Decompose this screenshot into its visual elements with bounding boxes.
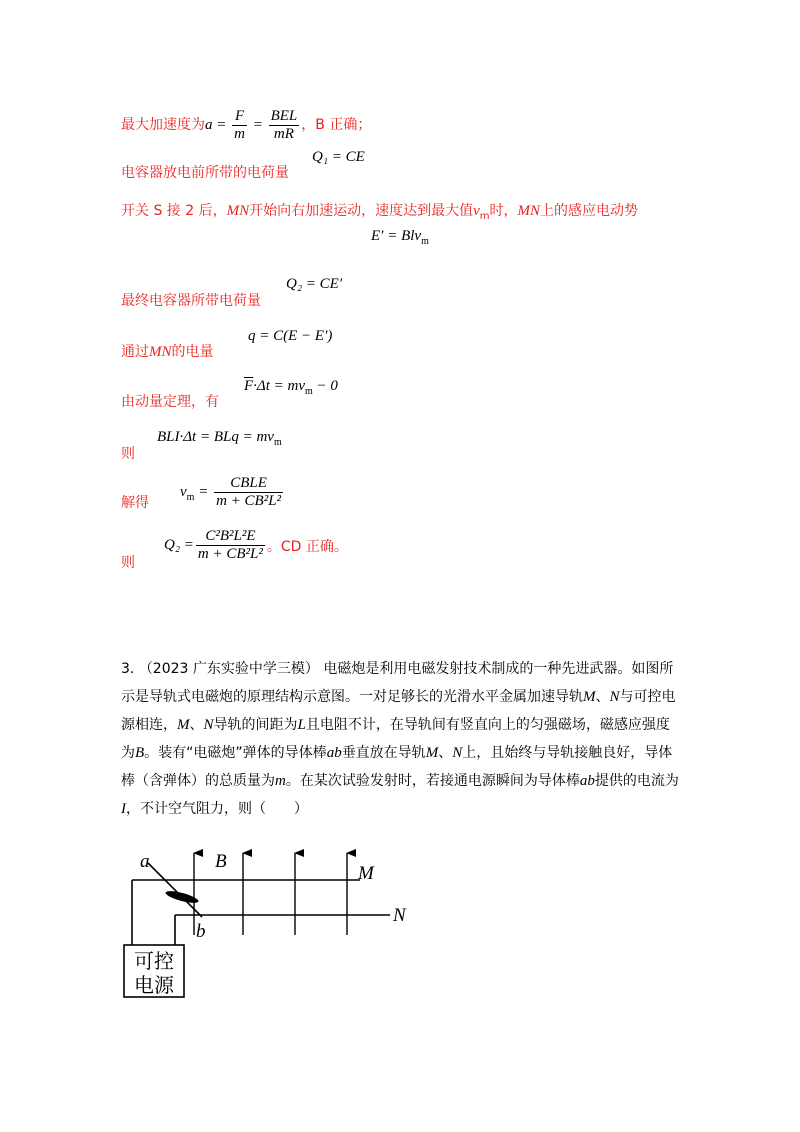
var-n: N: [203, 717, 214, 733]
var-ab: ab: [326, 745, 342, 761]
text: 开关 S 接 2 后，: [121, 203, 227, 219]
label-n: N: [393, 905, 406, 926]
text: 。CD 正确。: [266, 538, 348, 555]
var-l: L: [297, 717, 306, 733]
solution-line-6: [121, 341, 214, 361]
power-label-line2: 电源: [134, 973, 174, 997]
solution-line-3: [121, 200, 638, 222]
problem-text: 与可控电源相连，: [121, 689, 676, 733]
problem-text: 电磁炮是利用电磁发射技术制成的一种先进武器。如图所示是导轨式电磁炮的原理结构示意图。一对足够长的光滑水平金属加速导轨: [121, 661, 674, 705]
var-ab: ab: [579, 773, 595, 789]
problem-text: 。装有“电磁炮”弹体的导体棒: [144, 745, 327, 761]
denominator: m + CB²L²: [197, 546, 263, 562]
problem-text: 导轨的间距为: [213, 717, 298, 733]
text: 开始向右加速运动，速度达到最大值: [249, 203, 474, 219]
formula-q2: Q₂ = CE′: [286, 276, 343, 292]
var-i: I: [121, 801, 126, 817]
solution-line-10: [121, 552, 135, 572]
solution-line-9: [121, 492, 149, 512]
var-mn: MN: [226, 203, 250, 219]
solution-line-5: [121, 290, 261, 310]
var-mn: MN: [517, 203, 541, 219]
problem-3: [121, 655, 681, 823]
label-field-b: B: [215, 851, 227, 872]
var-m: M: [177, 717, 190, 733]
var-m: M: [583, 689, 596, 705]
subscript: m: [421, 236, 429, 247]
subscript: m: [479, 210, 490, 222]
problem-number: 3.: [121, 661, 135, 677]
var-m: M: [425, 745, 439, 761]
text: 则: [121, 555, 135, 571]
formula-text: − 0: [312, 378, 338, 394]
text: 通过: [121, 344, 149, 360]
subscript: m: [305, 386, 313, 397]
separator: 、: [438, 745, 453, 761]
numerator: BEL: [270, 108, 298, 124]
formula-text: ·Δt = mv: [253, 378, 306, 394]
var-n: N: [609, 689, 620, 705]
var-v: v: [180, 483, 187, 500]
var-n: N: [452, 745, 463, 761]
formula-q: q = C(E − E′): [248, 328, 333, 344]
numerator: C²B²L²E: [196, 528, 265, 546]
separator: 、: [189, 717, 204, 733]
problem-text: ，不计空气阻力，则（ ）: [126, 801, 308, 817]
formula-text: E′ = Blv: [371, 228, 422, 244]
var-bli: BLI: [157, 429, 180, 445]
problem-text: 且电阻不计，在导轨间有竖直向上的匀强磁场，磁感应强度为: [121, 717, 670, 761]
text: 的电量: [171, 344, 214, 360]
denominator: mR: [273, 126, 294, 142]
denominator: m + CB²L²: [216, 493, 282, 509]
problem-text: 垂直放在导轨: [341, 745, 426, 761]
label-m: M: [358, 863, 374, 884]
subscript: m: [186, 491, 195, 503]
text: 上的感应电动势: [540, 203, 639, 219]
formula-q1: Q₁ = CE: [312, 149, 365, 165]
text: 则: [121, 446, 135, 462]
solution-line-8: [121, 443, 135, 463]
solution-line-7: [121, 391, 219, 411]
text: 由动量定理，有: [121, 394, 219, 410]
fraction-q2: [196, 528, 265, 563]
formula-e-prime: [371, 228, 429, 247]
formula-momentum: [244, 378, 338, 397]
subscript: m: [273, 437, 282, 448]
power-label-line1: 可控: [134, 949, 174, 973]
solution-line-2: [121, 162, 289, 182]
numerator: CBLE: [214, 475, 283, 493]
formula-q2-final: [164, 528, 348, 563]
solution-line-1: [121, 108, 371, 143]
label-a: a: [140, 851, 150, 872]
text: 时，: [489, 203, 518, 219]
formula-text: Q₂ =: [164, 537, 194, 553]
problem-source: （2023 广东实验中学三模）: [138, 661, 319, 677]
var-b: B: [135, 745, 145, 761]
problem-text: 提供的电流为: [594, 773, 679, 789]
var-mass: m: [275, 773, 286, 789]
railgun-diagram: [110, 845, 430, 1005]
text: 电容器放电前所带的电荷量: [121, 165, 289, 181]
formula-text: ·Δt = BLq = mv: [179, 429, 274, 445]
var-mn: MN: [149, 344, 172, 360]
max-acceleration-formula: a = $\frac{F}{m}$ = $\frac{\text{BEL}}{mR}$: [205, 108, 298, 142]
problem-text: 。在某次试验发射时，若接通电源瞬间为导体棒: [285, 773, 580, 789]
denominator: m: [234, 126, 245, 142]
var-f-bar: $\overline{F}$: [244, 378, 254, 394]
text: 解得: [121, 495, 149, 511]
label-b: b: [196, 921, 206, 942]
formula-impulse: [157, 429, 282, 448]
fraction-f-over-m: [232, 108, 247, 143]
text: 最大加速度为: [121, 116, 205, 133]
problem-text: 上，且始终与导轨接触良好，导体棒（含弹体）的总质量为: [121, 745, 673, 789]
text: 最终电容器所带电荷量: [121, 293, 261, 309]
fraction-bel-over-mr: [269, 108, 300, 143]
formula-vm: $v_m$ = $\frac{\text{CBLE}}{\text{m + CB²L²}}$: [180, 475, 282, 509]
var-v: v: [473, 203, 480, 219]
separator: 、: [595, 689, 610, 705]
numerator: F: [232, 108, 247, 126]
fraction-vm: [214, 475, 283, 510]
text: ，B 正确；: [301, 116, 372, 133]
var-a: a: [205, 116, 213, 133]
